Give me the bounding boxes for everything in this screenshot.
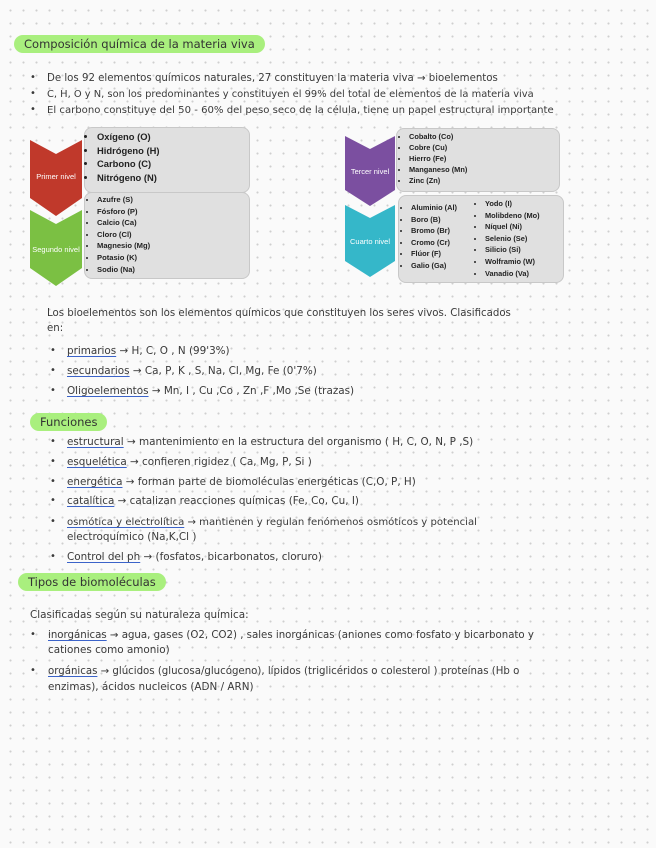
cuarto-nivel-box <box>398 195 564 283</box>
tercer-nivel-box <box>396 128 560 192</box>
funcion-term: estructural <box>67 436 124 448</box>
tipo-detail: → glúcidos (glucosa/glucógeno), lípidos (triglicéridos o colesterol ) proteínas (Hb o <box>97 666 520 677</box>
funcion-item <box>67 456 312 469</box>
element-item: • Selenio (Se) <box>485 233 540 245</box>
element-item: • Sodio (Na) <box>97 264 249 276</box>
bullet: • <box>50 345 56 356</box>
bullet: • <box>50 476 56 487</box>
element-item: • Oxígeno (O) <box>97 130 249 144</box>
segundo-nivel-label: Segundo nivel <box>32 245 80 254</box>
element-item: • Potasio (K) <box>97 252 249 264</box>
funcion-term: energética <box>67 476 123 488</box>
bullet: • <box>50 516 56 527</box>
element-item: • Fósforo (P) <box>97 206 249 218</box>
element-item: • Bromo (Br) <box>411 225 457 237</box>
element-item: • Vanadio (Va) <box>485 268 540 280</box>
element-item: • Calcio (Ca) <box>97 217 249 229</box>
tipo-detail: → agua, gases (O2, CO2) , sales inorgánicas (aniones como fosfato y bicarbonato y <box>106 630 534 641</box>
element-item: • Níquel (Ni) <box>485 221 540 233</box>
element-item: • Molibdeno (Mo) <box>485 210 540 222</box>
funcion-detail: → mantienen y regulan fenómenos osmóticos y potencial <box>184 517 477 528</box>
funcion-term: Control del ph <box>67 551 141 563</box>
element-item: • Flúor (F) <box>411 248 457 260</box>
element-item: • Zinc (Zn) <box>409 175 559 186</box>
funcion-item <box>67 436 473 449</box>
element-item: • Aluminio (Al) <box>411 202 457 214</box>
element-item: • Carbono (C) <box>97 157 249 171</box>
tipos-intro: Clasificadas según su naturaleza química: <box>30 609 249 621</box>
element-item: • Cobre (Cu) <box>409 142 559 153</box>
funcion-item <box>67 516 477 529</box>
class-item-primarios <box>67 345 230 358</box>
primer-nivel-label: Primer nivel <box>36 172 76 181</box>
element-item: • Cloro (Cl) <box>97 229 249 241</box>
tipo-term: orgánicas <box>48 666 98 677</box>
bullet: • <box>30 88 36 99</box>
funcion-item <box>67 551 322 564</box>
segundo-nivel-box <box>84 192 250 279</box>
element-item: • Nitrógeno (N) <box>97 171 249 185</box>
tipo-item-inorganicas <box>48 629 534 642</box>
element-item: • Boro (B) <box>411 214 457 226</box>
bullet: • <box>30 629 36 640</box>
element-item: • Azufre (S) <box>97 194 249 206</box>
intro-line-2: C, H, O y N, son los predominantes y constituyen el 99% del total de elementos de la materia viva <box>47 89 534 100</box>
primer-nivel-box <box>84 127 250 193</box>
funcion-item <box>67 476 416 489</box>
tercer-nivel-label: Tercer nivel <box>350 167 390 176</box>
class-term: secundarios <box>67 365 130 377</box>
tipo-item-organicas <box>48 665 519 678</box>
cuarto-nivel-label: Cuarto nivel <box>349 237 391 246</box>
bioelements-definition: Los bioelementos son los elementos químicos que constituyen los seres vivos. Clasificados <box>47 308 511 319</box>
funcion-detail: → catalizan reacciones químicas (Fe, Co, Cu, I) <box>114 495 359 507</box>
bioelements-definition-cont: en: <box>47 323 64 334</box>
class-item-secundarios <box>67 365 317 378</box>
tipo-term: inorgánicas <box>48 630 107 641</box>
funcion-term: osmótica y electrolítica <box>67 517 185 528</box>
element-item: • Wolframio (W) <box>485 256 540 268</box>
bullet: • <box>30 104 36 115</box>
intro-line-3: El carbono constituye del 50 - 60% del peso seco de la célula, tiene un papel estructural importante <box>47 105 554 116</box>
bullet: • <box>50 436 56 447</box>
intro-line-1: De los 92 elementos químicos naturales, 27 constituyen la materia viva → bioelementos <box>47 73 498 84</box>
element-item: • Galio (Ga) <box>411 260 457 272</box>
element-item: • Manganeso (Mn) <box>409 164 559 175</box>
funcion-detail: → confieren rigidez ( Ca, Mg, P, Si ) <box>126 456 312 468</box>
bullet: • <box>50 551 56 562</box>
element-item: • Magnesio (Mg) <box>97 240 249 252</box>
element-item: • Cobalto (Co) <box>409 131 559 142</box>
bullet: • <box>30 72 36 83</box>
class-detail: → H, C, O , N (99'3%) <box>116 345 230 357</box>
tipo-item-cont: enzimas), ácidos nucleicos (ADN / ARN) <box>48 681 254 693</box>
tipo-item-cont: cationes como amonio) <box>48 644 170 656</box>
funcion-term: catalítica <box>67 495 115 507</box>
bullet: • <box>50 456 56 467</box>
element-item: • Hidrógeno (H) <box>97 144 249 158</box>
funcion-item <box>67 495 359 508</box>
bullet: • <box>50 385 56 396</box>
element-item: • Hierro (Fe) <box>409 153 559 164</box>
section-title-tipos: Tipos de biomoléculas <box>18 573 166 591</box>
funcion-detail: → (fosfatos, bicarbonatos, cloruro) <box>140 551 322 563</box>
class-term: primarios <box>67 345 117 357</box>
funcion-detail: → forman parte de biomoléculas energéticas (C,O, P, H) <box>122 476 416 488</box>
element-item: • Cromo (Cr) <box>411 237 457 249</box>
bullet: • <box>50 495 56 506</box>
funcion-detail: → mantenimiento en la estructura del organismo ( H, C, O, N, P ,S) <box>123 436 474 448</box>
class-detail: → Mn, I , Cu ,Co , Zn ,F ,Mo ,Se (trazas) <box>148 385 355 397</box>
bullet: • <box>50 365 56 376</box>
bullet: • <box>30 665 36 676</box>
class-term: Oligoelementos <box>67 385 149 397</box>
class-item-oligoelementos <box>67 385 354 398</box>
element-item: • Yodo (I) <box>485 198 540 210</box>
section-title-funciones: Funciones <box>30 413 107 431</box>
funcion-term: esquelética <box>67 456 127 468</box>
class-detail: → Ca, P, K , S, Na, Cl, Mg, Fe (0'7%) <box>129 365 317 377</box>
funcion-item-cont: electroquímico (Na,K,Cl ) <box>67 531 197 543</box>
element-item: • Silicio (Si) <box>485 244 540 256</box>
section-title-composicion: Composición química de la materia viva <box>14 35 265 53</box>
